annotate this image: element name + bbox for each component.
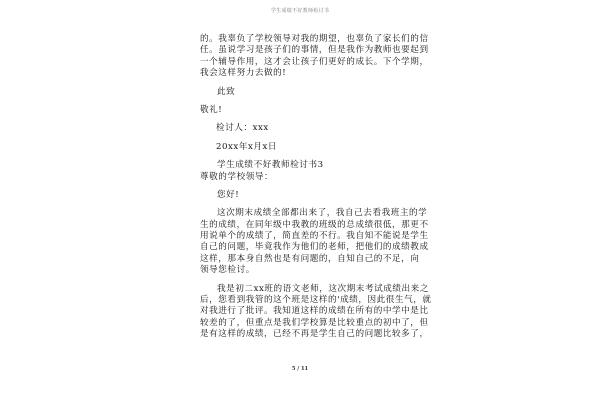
page-number: 5 / 11 [291,366,309,372]
salutation-cizhi: 此致 [217,86,236,97]
paragraph-body-1 [200,208,429,276]
text-line: 是有这样的成绩，已经不再是学生自己的问题比较多了， [200,329,429,340]
paragraph-closing [200,34,429,80]
text-line: 一个辅导作用，这才会让孩子们更好的成长。下个学期， [200,56,429,67]
salutation-jingli: 敬礼! [200,104,223,115]
signature-date: 20xx年x月x日 [216,141,278,152]
addressee: 尊敬的学校领导： [200,171,274,182]
text-line: 我会这样努力去做的! [200,68,287,79]
page-header: 学生成绩不好教师检讨书 [270,8,330,14]
text-line: 后，您看到我管的这个班是这样的'成绩，因此很生气，就 [200,295,432,306]
text-line: 用说单个的成绩了，简直差的不行。我自知不能说是学生 [200,231,429,242]
document-body [200,34,432,341]
paragraph-body-2 [200,283,432,341]
signature-name: 检讨人：xxx [216,123,269,134]
greeting: 您好! [217,189,240,200]
text-line: 这次期末成绩全部都出来了，我自己去看我班主的学 [217,208,428,219]
text-line: 我是初二xx班的语文老师，这次期末考试成绩出来之 [217,283,429,294]
text-line: 的。我辜负了学校领导对我的期望，也辜负了家长们的信 [200,34,429,44]
text-line: 较差的了，但重点是我们学校算是比较重点的初中了，但 [200,317,429,328]
text-line: 任。虽说学习是孩子们的事情，但是我作为教师也要起到 [200,45,429,56]
text-line: 生的成绩，在同年级中我教的班级的总成绩很低，那更不 [200,219,429,230]
section-title: 学生成绩不好教师检讨书3 [217,160,324,171]
text-line: 对我进行了批评。我知道这样的成绩在所有的中学中是比 [200,306,429,317]
text-line: 这样，那本身自然也是有问题的，自知自己的不足，向 [200,253,420,264]
text-line: 自己的问题，毕竟我作为他们的老师，把他们的成绩教成 [200,242,429,253]
text-line: 领导您检讨。 [200,265,255,276]
